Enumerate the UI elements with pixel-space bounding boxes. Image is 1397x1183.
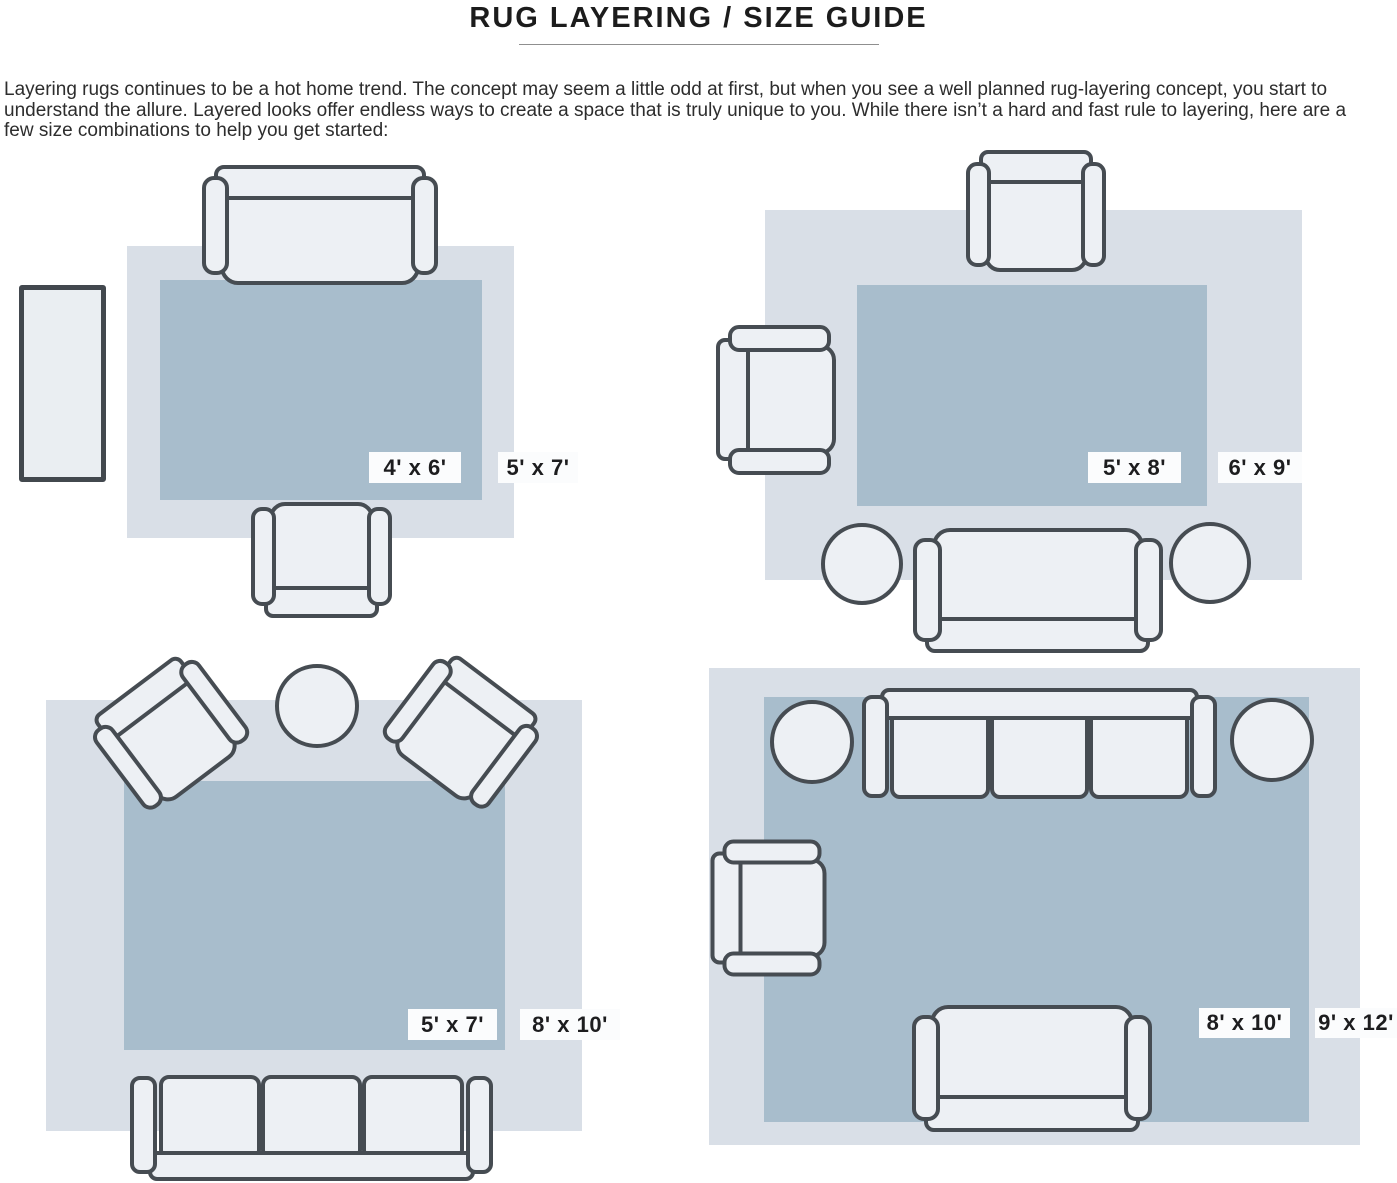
intro-paragraph: Layering rugs continues to be a hot home trend. The concept may seem a little odd at first, but when you see a well planned rug-layering concept, you start to understand the allure. Layered looks offer endless ways to create a space that is truly unique to you. While there isn’t a hard and fast rule to layering, here are a few size combinations to help you get started: [4, 79, 1347, 141]
three-seat-sofa-top [862, 688, 1217, 805]
armchair-arm-left [722, 952, 822, 977]
loveseat-bottom [912, 1005, 1152, 1132]
armchair-back [711, 852, 743, 964]
round-table-left [770, 700, 854, 784]
sofa-arm-right [912, 1015, 940, 1120]
armchair-left [711, 840, 827, 977]
base-rug-size-label: 9' x 12' [1315, 1008, 1397, 1038]
base-rug-size-label: 6' x 9' [1218, 452, 1302, 483]
sofa-cushion-3 [1089, 710, 1188, 799]
sofa-back [880, 688, 1200, 720]
layer-rug-size-label: 5' x 8' [1088, 452, 1181, 483]
layer-rug-size-label: 4' x 6' [369, 452, 461, 483]
armchair-arm-right [722, 840, 822, 865]
round-table-right [1230, 698, 1314, 782]
base-rug-size-label: 5' x 7' [498, 452, 578, 483]
sofa-cushion-2 [990, 710, 1089, 799]
sofa-back [924, 1095, 1140, 1132]
base-rug-size-label: 8' x 10' [520, 1009, 620, 1040]
page-title: RUG LAYERING / SIZE GUIDE [469, 2, 928, 34]
sofa-arm-left [1124, 1015, 1152, 1120]
layer-rug-size-label: 5' x 7' [408, 1009, 497, 1040]
layer-rug-size-label: 8' x 10' [1199, 1008, 1290, 1038]
sofa-cushion-1 [890, 710, 989, 799]
sofa-arm-left [862, 695, 889, 798]
sofa-arm-right [1190, 695, 1217, 798]
